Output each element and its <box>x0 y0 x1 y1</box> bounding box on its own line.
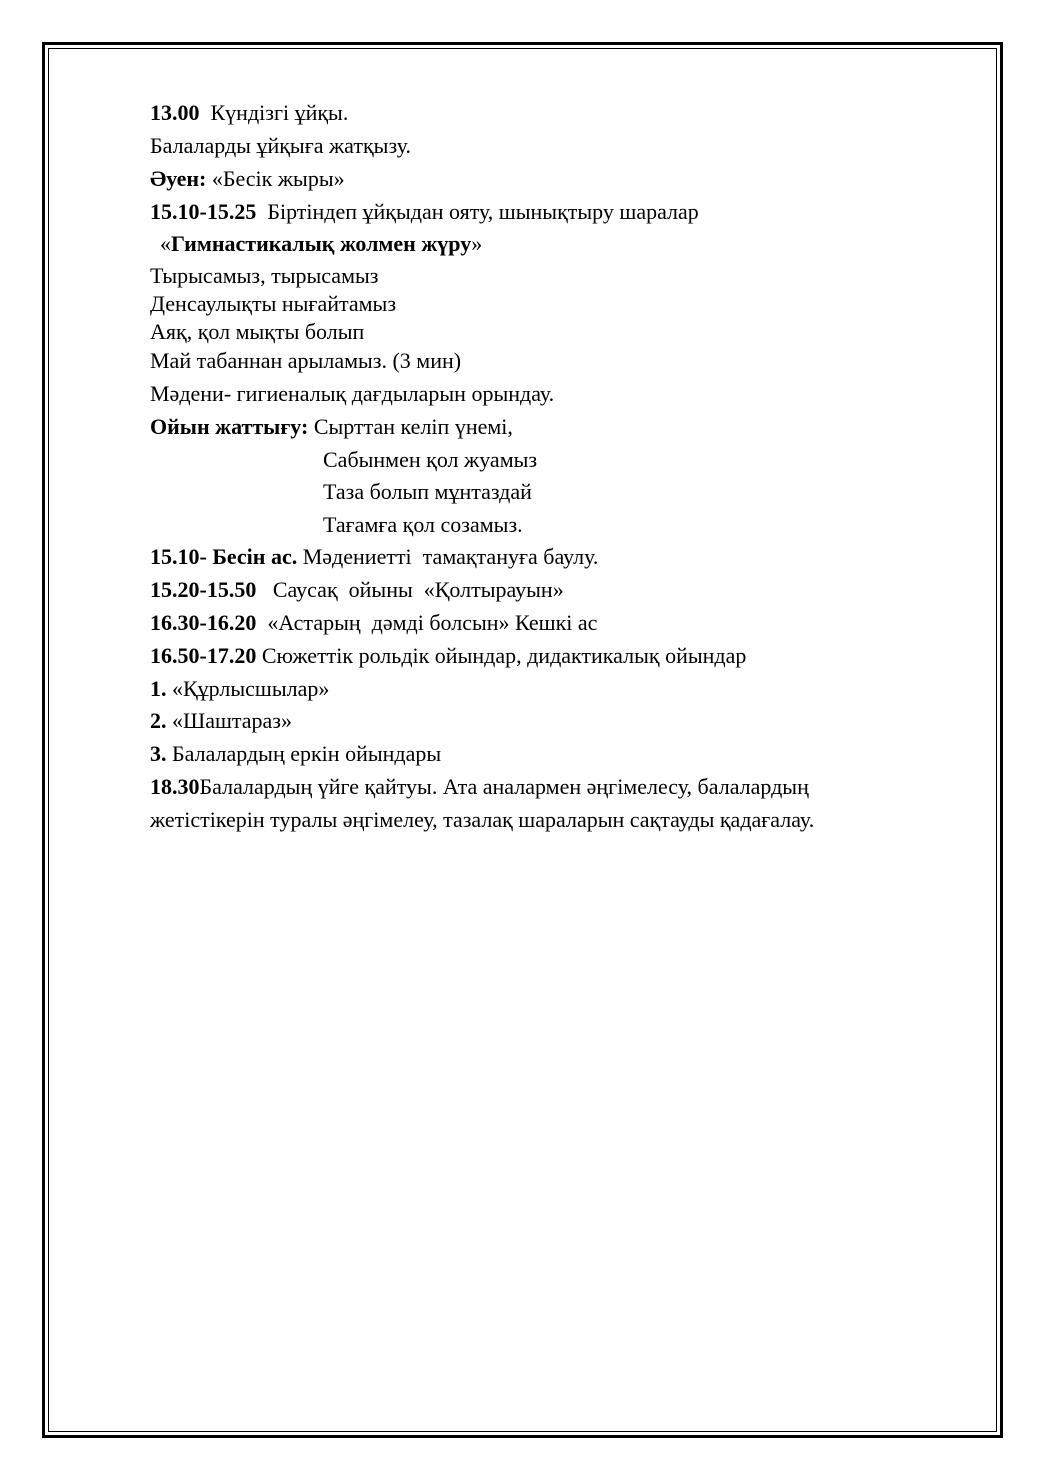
time-label: 16.30-16.20 <box>150 610 257 635</box>
list-item <box>150 741 441 767</box>
time-label: 15.20-15.50 <box>150 577 257 602</box>
schedule-line-afternoon-meal <box>150 544 598 570</box>
line-text: Саусақ ойыны «Қолтырауын» <box>256 577 564 602</box>
text-line <box>150 133 411 159</box>
schedule-line-1630 <box>150 610 597 636</box>
schedule-line-1650 <box>150 643 746 669</box>
schedule-line-1830 <box>150 774 809 800</box>
music-label: Әуен: <box>150 166 207 191</box>
time-label: 15.10- Бесін ас. <box>150 544 298 569</box>
poem-line <box>150 263 378 289</box>
line-text: «Шаштараз» <box>166 708 293 733</box>
text-line <box>150 807 814 833</box>
time-label: 13.00 <box>150 100 200 125</box>
time-label: 15.10-15.25 <box>150 199 257 224</box>
line-text: Балаларды ұйқыға жатқызу. <box>150 133 411 158</box>
line-text: Аяқ, қол мықты болып <box>150 319 365 344</box>
line-text: Сабынмен қол жуамыз <box>323 447 538 472</box>
line-text: Таза болып мұнтаздай <box>323 479 532 504</box>
music-line <box>150 166 345 192</box>
gymnastics-title <box>160 231 482 257</box>
line-text: Балалардың еркін ойындары <box>166 741 442 766</box>
list-item <box>150 708 292 734</box>
game-exercise-label: Ойын жаттығу: <box>150 414 309 439</box>
line-text: Май табаннан арыламыз. (3 мин) <box>150 348 462 373</box>
line-text: «Бесік жыры» <box>206 166 345 191</box>
list-number: 1. <box>150 676 167 701</box>
line-text: Сюжеттік рольдік ойындар, дидактикалық ойындар <box>256 643 747 668</box>
game-exercise-line <box>150 414 513 440</box>
list-number: 2. <box>150 708 167 733</box>
line-text: «Астарың дәмді болсын» Кешкі ас <box>256 610 598 635</box>
line-text: Біртіндеп ұйқыдан ояту, шынықтыру шаралар <box>256 199 699 224</box>
quote-open: « <box>160 231 171 256</box>
line-text: Балалардың үйге қайтуы. Ата аналармен әңгімелесу, балалардың <box>199 774 809 799</box>
poem-line <box>150 319 364 345</box>
line-text: Тырысамыз, тырысамыз <box>150 263 379 288</box>
line-text: «Құрлысшылар» <box>166 676 330 701</box>
schedule-line-1510 <box>150 199 699 225</box>
quote-close: » <box>471 231 483 256</box>
line-text: Денсаулықты нығайтамыз <box>150 291 397 316</box>
list-item <box>150 676 329 702</box>
poem-line <box>150 348 461 374</box>
line-text: Тағамға қол созамыз. <box>323 512 523 537</box>
line-text: Сырттан келіп үнемі, <box>308 414 513 439</box>
time-label: 18.30 <box>150 774 200 799</box>
poem-line <box>323 512 523 538</box>
line-text: жетістікерін туралы әңгімелеу, тазалақ шараларын сақтауды қадағалау. <box>150 807 815 832</box>
poem-line <box>323 447 537 473</box>
line-text: Мәдени- гигиеналық дағдыларын орындау. <box>150 381 555 406</box>
line-text: Күндізгі ұйқы. <box>199 100 349 125</box>
line-text: Мәдениетті тамақтануға баулу. <box>297 544 599 569</box>
gymnastics-label: Гимнастикалық жолмен жүру <box>171 231 472 256</box>
schedule-line-1520 <box>150 577 564 603</box>
poem-line <box>150 291 396 317</box>
poem-line <box>323 479 532 505</box>
text-line <box>150 381 554 407</box>
schedule-line-1300 <box>150 100 348 126</box>
time-label: 16.50-17.20 <box>150 643 257 668</box>
list-number: 3. <box>150 741 167 766</box>
